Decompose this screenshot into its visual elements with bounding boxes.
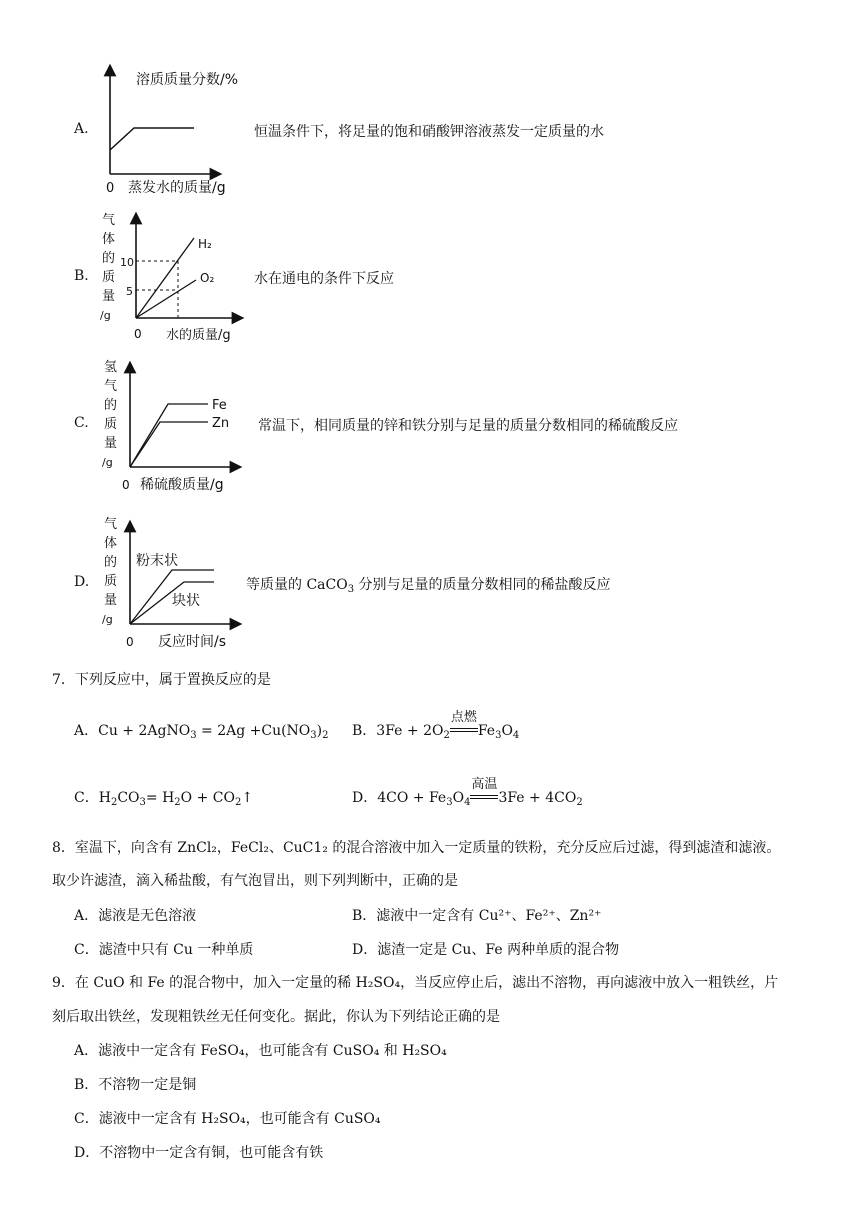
option-a-letter: A.	[74, 121, 89, 137]
option-b-graph	[96, 208, 246, 348]
q8-option-d: D．滤渣一定是 Cu、Fe 两种单质的混合物	[352, 942, 620, 958]
svg-text:量: 量	[102, 289, 116, 304]
x-axis-label: 反应时间/s	[158, 634, 227, 650]
q7-option-b: B．$3Fe + 2O_2$ 点燃 $Fe_3O_4$	[352, 710, 520, 741]
q8-stem-line1: 8．室温下，向含有 ZnCl₂，FeCl₂、CuC1₂ 的混合溶液中加入一定质量的铁粉，充分反应后过滤，得到滤渣和滤液。	[52, 840, 781, 856]
svg-text:质: 质	[102, 270, 116, 285]
svg-text:/g: /g	[102, 613, 113, 626]
q8-option-c: C．滤渣中只有 Cu 一种单质	[74, 942, 254, 958]
option-b-description: 水在通电的条件下反应	[254, 271, 394, 287]
option-a-graph	[96, 62, 256, 198]
y-axis-label	[102, 517, 117, 626]
q7-option-d: D．$4CO + Fe_3O_4$ 高温 $3Fe + 4CO_2$	[352, 777, 583, 808]
origin-label: 0	[126, 635, 134, 649]
x-axis-label: 蒸发水的质量/g	[128, 180, 226, 196]
q8-option-b: B．滤液中一定含有 Cu²⁺、Fe²⁺、Zn²⁺	[352, 908, 602, 924]
condition-high-temp: 高温	[470, 790, 498, 806]
q8-option-a: A．滤液是无色溶液	[74, 908, 197, 924]
y-axis-label	[100, 213, 115, 322]
curve	[110, 128, 194, 150]
label-lump: 块状	[172, 593, 200, 609]
option-c-graph	[96, 355, 256, 497]
q9-option-d: D．不溶物中一定含有铜，也可能含有铁	[74, 1145, 324, 1161]
x-axis-label: 稀硫酸质量/g	[140, 477, 224, 493]
q8-stem-line2: 取少许滤渣，滴入稀盐酸，有气泡冒出，则下列判断中，正确的是	[52, 873, 458, 889]
option-c-description: 常温下，相同质量的锌和铁分别与足量的质量分数相同的稀硫酸反应	[258, 418, 678, 434]
option-d-description: 等质量的 CaCO$_3$ 分别与足量的质量分数相同的稀盐酸反应	[246, 577, 611, 595]
svg-text:气: 气	[102, 213, 116, 228]
origin-label: 0	[134, 327, 142, 341]
svg-text:质: 质	[104, 574, 118, 589]
svg-text:体: 体	[104, 536, 118, 551]
origin-label: 0	[122, 478, 130, 492]
y-axis-label: 溶质质量分数/%	[136, 72, 239, 88]
q9-stem-line2: 刻后取出铁丝，发现粗铁丝无任何变化。据此，你认为下列结论正确的是	[52, 1009, 500, 1025]
q9-stem-line1: 9．在 CuO 和 Fe 的混合物中，加入一定量的稀 H₂SO₄，当反应停止后，滤出不溶物，再向滤液中放入一粗铁丝，片	[52, 975, 779, 991]
line-h2	[136, 238, 194, 318]
label-o2: O₂	[200, 271, 215, 285]
label-zn: Zn	[212, 416, 230, 431]
svg-text:/g: /g	[100, 309, 111, 322]
option-d-graph	[96, 512, 246, 654]
svg-text:氢: 氢	[104, 360, 118, 375]
line-zn	[130, 422, 208, 467]
svg-text:的: 的	[104, 398, 118, 413]
svg-text:气: 气	[104, 379, 118, 394]
origin-label: 0	[106, 181, 115, 196]
line-fe	[130, 404, 208, 467]
svg-text:质: 质	[104, 417, 118, 432]
q9-option-b: B．不溶物一定是铜	[74, 1077, 197, 1093]
condition-ignite: 点燃	[450, 723, 478, 739]
option-d-letter: D.	[74, 574, 90, 590]
y-axis-label	[102, 360, 117, 469]
svg-text:/g: /g	[102, 456, 113, 469]
option-c-letter: C.	[74, 415, 89, 431]
q9-option-a: A．滤液中一定含有 FeSO₄，也可能含有 CuSO₄ 和 H₂SO₄	[74, 1043, 447, 1059]
option-a-description: 恒温条件下，将足量的饱和硝酸钾溶液蒸发一定质量的水	[254, 124, 604, 140]
x-axis-label: 水的质量/g	[166, 328, 231, 343]
tick-10: 10	[120, 256, 134, 269]
svg-text:的: 的	[102, 251, 116, 266]
label-h2: H₂	[198, 237, 212, 251]
svg-text:量: 量	[104, 593, 118, 608]
option-b-letter: B.	[74, 268, 89, 284]
q7-option-a: A．Cu + 2AgNO$_3$ = $2Ag +Cu(NO_3)_2$	[74, 723, 329, 741]
q9-option-c: C．滤液中一定含有 H₂SO₄，也可能含有 CuSO₄	[74, 1111, 381, 1127]
q7-stem: 7．下列反应中，属于置换反应的是	[52, 672, 271, 688]
line-o2	[136, 280, 196, 318]
svg-text:体: 体	[102, 232, 116, 247]
label-powder: 粉末状	[136, 553, 178, 569]
svg-text:量: 量	[104, 436, 118, 451]
svg-text:气: 气	[104, 517, 118, 532]
label-fe: Fe	[212, 398, 227, 413]
q7-option-c: C．$H_2CO_3= H_2O$ + $CO_2↑$	[74, 790, 254, 808]
svg-text:的: 的	[104, 555, 118, 570]
tick-5: 5	[126, 285, 133, 298]
